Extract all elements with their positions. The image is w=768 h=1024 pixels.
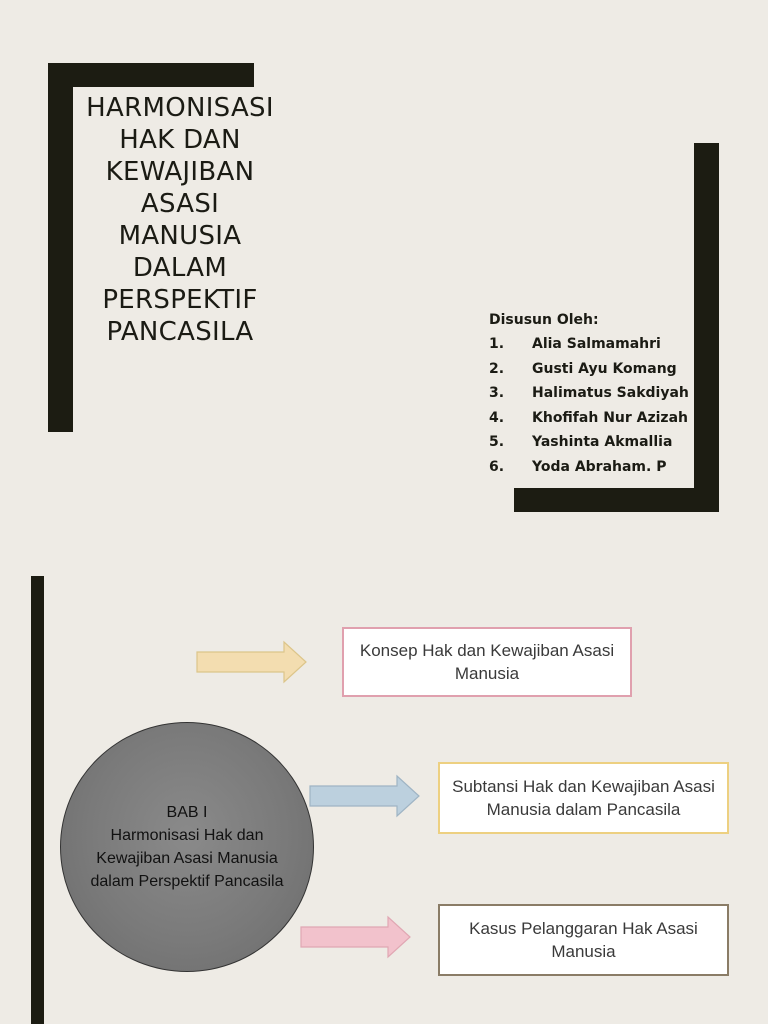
author-item bbox=[489, 357, 689, 382]
author-name: Alia Salmamahri bbox=[532, 336, 661, 353]
author-list-header: Disusun Oleh: bbox=[489, 312, 599, 328]
author-number: 6. bbox=[489, 458, 505, 475]
topic-box-konsep bbox=[342, 627, 632, 697]
arrow-right-icon bbox=[300, 915, 412, 961]
author-bracket-right bbox=[694, 143, 719, 512]
title-line: HARMONISASI bbox=[86, 93, 274, 123]
title-line: KEWAJIBAN bbox=[105, 157, 255, 187]
topic-box-text: Subtansi Hak dan Kewajiban Asasi Manusia dalam Pancasila bbox=[452, 777, 715, 819]
author-number: 2. bbox=[489, 360, 505, 377]
arrow-right-icon bbox=[196, 640, 308, 686]
author-name: Gusti Ayu Komang bbox=[532, 360, 677, 377]
slide2-left-bar bbox=[31, 576, 44, 1024]
author-name: Khofifah Nur Azizah bbox=[532, 409, 688, 426]
author-item bbox=[489, 430, 689, 455]
author-item bbox=[489, 381, 689, 406]
chapter-heading: BAB I bbox=[166, 804, 208, 821]
title-line: PANCASILA bbox=[106, 317, 254, 347]
title-line: ASASI bbox=[140, 189, 220, 219]
topic-box-kasus bbox=[438, 904, 729, 976]
chapter-circle bbox=[60, 722, 314, 972]
author-item bbox=[489, 455, 689, 480]
topic-box-subtansi bbox=[438, 762, 729, 834]
arrow-right-icon bbox=[309, 774, 421, 820]
author-number: 1. bbox=[489, 336, 505, 353]
title-line: HAK DAN bbox=[119, 125, 241, 155]
author-name: Yoda Abraham. P bbox=[532, 458, 667, 475]
topic-box-text: Kasus Pelanggaran Hak Asasi Manusia bbox=[469, 919, 698, 961]
author-item bbox=[489, 332, 689, 357]
author-item bbox=[489, 406, 689, 431]
title-line: MANUSIA bbox=[118, 221, 242, 251]
author-name: Yashinta Akmallia bbox=[532, 434, 673, 451]
author-bracket-bottom bbox=[514, 488, 719, 512]
author-number: 5. bbox=[489, 434, 505, 451]
title-bracket-top bbox=[48, 63, 254, 87]
presentation-title bbox=[70, 92, 290, 348]
author-number: 3. bbox=[489, 385, 505, 402]
topic-box-text: Konsep Hak dan Kewajiban Asasi Manusia bbox=[359, 641, 615, 683]
author-list bbox=[489, 312, 689, 479]
title-line: DALAM bbox=[132, 253, 228, 283]
author-name: Halimatus Sakdiyah bbox=[532, 385, 689, 402]
title-line: PERSPEKTIF bbox=[102, 285, 258, 315]
chapter-description: Harmonisasi Hak dan Kewajiban Asasi Manusia dalam Perspektif Pancasila bbox=[90, 827, 284, 890]
author-number: 4. bbox=[489, 409, 505, 426]
